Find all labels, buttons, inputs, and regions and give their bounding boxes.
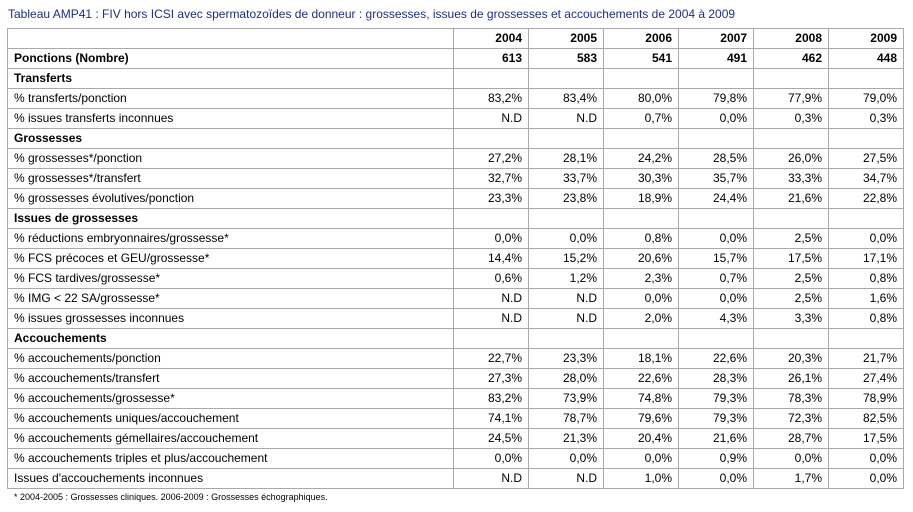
row-label: % issues grossesses inconnues xyxy=(8,309,454,329)
row-value: 20,3% xyxy=(754,349,829,369)
year-header-cell: 2005 xyxy=(529,29,604,49)
row-label: % FCS précoces et GEU/grossesse* xyxy=(8,249,454,269)
section-empty-cell xyxy=(454,329,529,349)
row-value: 18,1% xyxy=(604,349,679,369)
section-empty-cell xyxy=(754,209,829,229)
row-value: 79,3% xyxy=(679,389,754,409)
row-value: 20,6% xyxy=(604,249,679,269)
section-empty-cell xyxy=(529,329,604,349)
section-empty-cell xyxy=(454,129,529,149)
year-header-cell: 2006 xyxy=(604,29,679,49)
row-value: 0,0% xyxy=(529,229,604,249)
row-value: 0,0% xyxy=(829,469,904,489)
row-value: 0,3% xyxy=(754,109,829,129)
ponctions-value: 541 xyxy=(604,49,679,69)
row-value: 28,7% xyxy=(754,429,829,449)
row-value: 14,4% xyxy=(454,249,529,269)
row-value: 24,5% xyxy=(454,429,529,449)
row-value: 18,9% xyxy=(604,189,679,209)
footnote: * 2004-2005 : Grossesses cliniques. 2006-2009 : Grossesses échographiques. xyxy=(14,492,328,502)
row-value: 82,5% xyxy=(829,409,904,429)
row-value: N.D xyxy=(454,289,529,309)
section-empty-cell xyxy=(754,129,829,149)
row-value: 0,0% xyxy=(604,289,679,309)
row-value: 0,0% xyxy=(754,449,829,469)
ponctions-value: 448 xyxy=(829,49,904,69)
section-empty-cell xyxy=(454,69,529,89)
row-value: 24,2% xyxy=(604,149,679,169)
row-label: % issues transferts inconnues xyxy=(8,109,454,129)
row-label: % accouchements triples et plus/accouchement xyxy=(8,449,454,469)
row-value: 17,5% xyxy=(754,249,829,269)
row-value: 22,7% xyxy=(454,349,529,369)
row-value: 26,0% xyxy=(754,149,829,169)
row-label: % grossesses*/transfert xyxy=(8,169,454,189)
row-value: 83,2% xyxy=(454,89,529,109)
row-value: 2,5% xyxy=(754,289,829,309)
section-empty-cell xyxy=(529,69,604,89)
table-row xyxy=(8,449,904,469)
row-value: N.D xyxy=(529,309,604,329)
row-label: % accouchements/ponction xyxy=(8,349,454,369)
row-value: 22,6% xyxy=(604,369,679,389)
row-label: % réductions embryonnaires/grossesse* xyxy=(8,229,454,249)
row-value: 35,7% xyxy=(679,169,754,189)
row-value: 0,0% xyxy=(454,229,529,249)
row-value: 0,0% xyxy=(679,469,754,489)
ponctions-value: 613 xyxy=(454,49,529,69)
header-empty-cell xyxy=(8,29,454,49)
row-value: 0,9% xyxy=(679,449,754,469)
table-row xyxy=(8,149,904,169)
table-row xyxy=(8,469,904,489)
table-row xyxy=(8,269,904,289)
row-label: % accouchements gémellaires/accouchement xyxy=(8,429,454,449)
section-empty-cell xyxy=(604,69,679,89)
row-value: 0,7% xyxy=(604,109,679,129)
section-empty-cell xyxy=(529,129,604,149)
row-value: 0,8% xyxy=(604,229,679,249)
row-value: 23,3% xyxy=(529,349,604,369)
row-value: 22,8% xyxy=(829,189,904,209)
row-value: 1,7% xyxy=(754,469,829,489)
row-value: 73,9% xyxy=(529,389,604,409)
year-header-row xyxy=(8,29,904,49)
table-row xyxy=(8,289,904,309)
row-label: Issues d'accouchements inconnues xyxy=(8,469,454,489)
row-value: 0,0% xyxy=(529,449,604,469)
row-value: N.D xyxy=(529,469,604,489)
row-label: % accouchements/transfert xyxy=(8,369,454,389)
row-value: 0,0% xyxy=(604,449,679,469)
table-row xyxy=(8,389,904,409)
row-value: 0,0% xyxy=(829,229,904,249)
row-value: 27,3% xyxy=(454,369,529,389)
row-value: 0,0% xyxy=(679,229,754,249)
row-value: 15,7% xyxy=(679,249,754,269)
section-header-row xyxy=(8,129,904,149)
section-title: Issues de grossesses xyxy=(8,209,454,229)
year-header-cell: 2009 xyxy=(829,29,904,49)
section-empty-cell xyxy=(454,209,529,229)
row-value: 27,5% xyxy=(829,149,904,169)
row-value: 27,4% xyxy=(829,369,904,389)
row-value: 79,8% xyxy=(679,89,754,109)
row-value: N.D xyxy=(529,289,604,309)
ponctions-value: 583 xyxy=(529,49,604,69)
row-value: 3,3% xyxy=(754,309,829,329)
row-value: 33,7% xyxy=(529,169,604,189)
table-row xyxy=(8,89,904,109)
row-value: 33,3% xyxy=(754,169,829,189)
row-value: 4,3% xyxy=(679,309,754,329)
section-empty-cell xyxy=(529,209,604,229)
row-value: 17,5% xyxy=(829,429,904,449)
row-value: 20,4% xyxy=(604,429,679,449)
row-value: 30,3% xyxy=(604,169,679,189)
row-value: 83,2% xyxy=(454,389,529,409)
row-value: 2,5% xyxy=(754,229,829,249)
row-value: 0,7% xyxy=(679,269,754,289)
section-empty-cell xyxy=(604,129,679,149)
section-empty-cell xyxy=(754,329,829,349)
table-row xyxy=(8,349,904,369)
row-value: 34,7% xyxy=(829,169,904,189)
row-value: 21,6% xyxy=(754,189,829,209)
row-value: 78,9% xyxy=(829,389,904,409)
row-value: 28,1% xyxy=(529,149,604,169)
row-value: 21,6% xyxy=(679,429,754,449)
row-value: 1,0% xyxy=(604,469,679,489)
ponctions-label: Ponctions (Nombre) xyxy=(8,49,454,69)
ponctions-value: 491 xyxy=(679,49,754,69)
section-empty-cell xyxy=(829,209,904,229)
row-value: 79,0% xyxy=(829,89,904,109)
row-value: 0,6% xyxy=(454,269,529,289)
row-value: 0,0% xyxy=(679,109,754,129)
section-empty-cell xyxy=(679,69,754,89)
section-empty-cell xyxy=(679,209,754,229)
row-value: 28,0% xyxy=(529,369,604,389)
row-value: 26,1% xyxy=(754,369,829,389)
row-value: 72,3% xyxy=(754,409,829,429)
row-label: % accouchements uniques/accouchement xyxy=(8,409,454,429)
row-value: 0,3% xyxy=(829,109,904,129)
table-row xyxy=(8,409,904,429)
table-row xyxy=(8,109,904,129)
row-value: 79,6% xyxy=(604,409,679,429)
table-row xyxy=(8,249,904,269)
table-row xyxy=(8,429,904,449)
row-value: 21,7% xyxy=(829,349,904,369)
row-label: % transferts/ponction xyxy=(8,89,454,109)
section-header-row xyxy=(8,209,904,229)
table-row xyxy=(8,309,904,329)
section-empty-cell xyxy=(679,129,754,149)
section-empty-cell xyxy=(829,329,904,349)
row-value: 77,9% xyxy=(754,89,829,109)
row-value: 28,5% xyxy=(679,149,754,169)
row-value: N.D xyxy=(454,469,529,489)
row-value: 2,3% xyxy=(604,269,679,289)
row-label: % grossesses*/ponction xyxy=(8,149,454,169)
section-header-row xyxy=(8,69,904,89)
row-value: N.D xyxy=(529,109,604,129)
section-empty-cell xyxy=(829,69,904,89)
section-empty-cell xyxy=(604,329,679,349)
ponctions-value: 462 xyxy=(754,49,829,69)
data-table xyxy=(7,28,904,489)
row-value: 0,0% xyxy=(679,289,754,309)
row-value: 23,8% xyxy=(529,189,604,209)
year-header-cell: 2008 xyxy=(754,29,829,49)
row-value: 17,1% xyxy=(829,249,904,269)
row-value: 27,2% xyxy=(454,149,529,169)
row-value: 21,3% xyxy=(529,429,604,449)
row-value: 2,0% xyxy=(604,309,679,329)
row-value: N.D xyxy=(454,109,529,129)
table-title: Tableau AMP41 : FIV hors ICSI avec spermatozoïdes de donneur : grossesses, issues de grossesses et accouchements de 2004 à 2009 xyxy=(8,7,736,21)
year-header-cell: 2007 xyxy=(679,29,754,49)
section-title: Grossesses xyxy=(8,129,454,149)
section-empty-cell xyxy=(679,329,754,349)
table-row xyxy=(8,189,904,209)
section-title: Accouchements xyxy=(8,329,454,349)
row-value: 2,5% xyxy=(754,269,829,289)
row-label: % IMG < 22 SA/grossesse* xyxy=(8,289,454,309)
section-empty-cell xyxy=(829,129,904,149)
table-row xyxy=(8,169,904,189)
year-header-cell: 2004 xyxy=(454,29,529,49)
row-label: % FCS tardives/grossesse* xyxy=(8,269,454,289)
row-value: 0,0% xyxy=(829,449,904,469)
row-value: 32,7% xyxy=(454,169,529,189)
table-row xyxy=(8,229,904,249)
section-empty-cell xyxy=(754,69,829,89)
row-value: 1,2% xyxy=(529,269,604,289)
section-header-row xyxy=(8,329,904,349)
row-value: 83,4% xyxy=(529,89,604,109)
row-value: 78,3% xyxy=(754,389,829,409)
row-value: 78,7% xyxy=(529,409,604,429)
row-value: 80,0% xyxy=(604,89,679,109)
row-value: 1,6% xyxy=(829,289,904,309)
table-body xyxy=(8,29,904,489)
row-value: N.D xyxy=(454,309,529,329)
row-value: 23,3% xyxy=(454,189,529,209)
row-value: 74,8% xyxy=(604,389,679,409)
row-label: % grossesses évolutives/ponction xyxy=(8,189,454,209)
row-value: 0,8% xyxy=(829,309,904,329)
section-empty-cell xyxy=(604,209,679,229)
row-value: 28,3% xyxy=(679,369,754,389)
table-row xyxy=(8,369,904,389)
row-value: 24,4% xyxy=(679,189,754,209)
row-value: 15,2% xyxy=(529,249,604,269)
row-value: 22,6% xyxy=(679,349,754,369)
ponctions-row xyxy=(8,49,904,69)
row-value: 74,1% xyxy=(454,409,529,429)
row-value: 0,8% xyxy=(829,269,904,289)
section-title: Transferts xyxy=(8,69,454,89)
row-label: % accouchements/grossesse* xyxy=(8,389,454,409)
row-value: 79,3% xyxy=(679,409,754,429)
row-value: 0,0% xyxy=(454,449,529,469)
